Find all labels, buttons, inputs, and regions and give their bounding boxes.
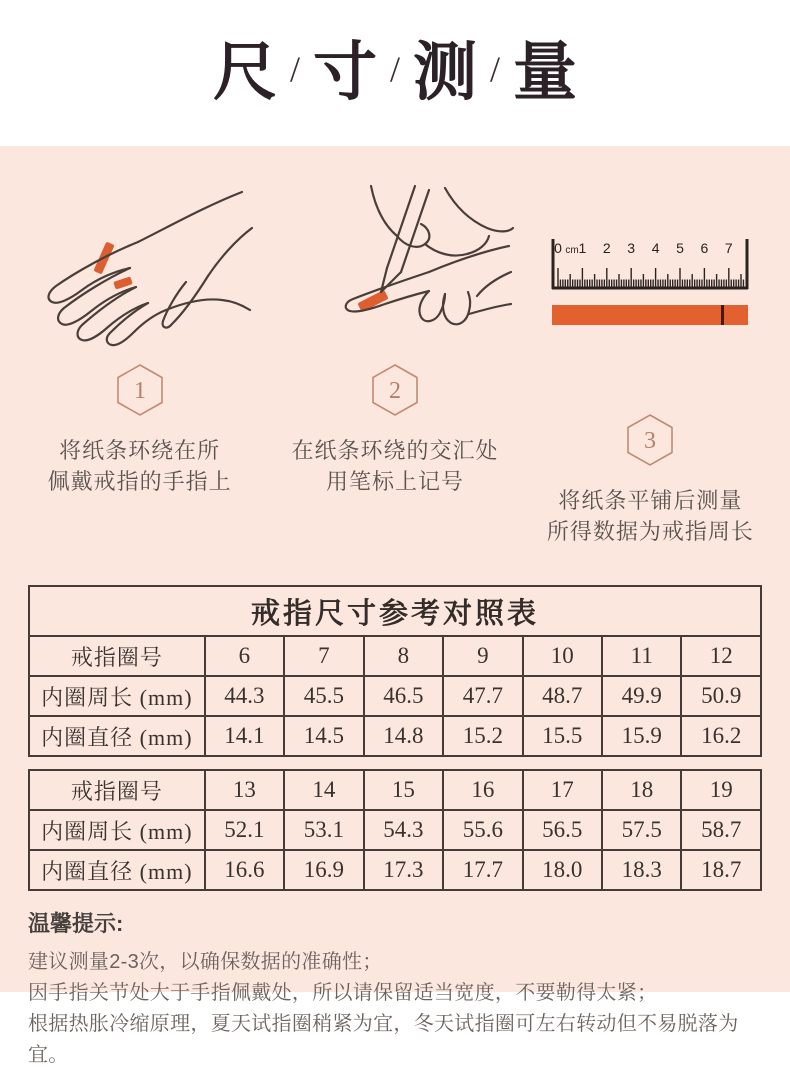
svg-text:cm: cm [565, 245, 579, 256]
caption-line: 用笔标上记号 [325, 469, 464, 494]
table-cell: 56.5 [523, 810, 602, 850]
table-cell: 17.7 [443, 850, 522, 890]
table-cell: 9 [443, 636, 522, 676]
table-cell: 45.5 [284, 676, 363, 716]
table-cell: 58.7 [681, 810, 761, 850]
row-label-diameter: 内圈直径 (mm) [29, 850, 205, 890]
ruler-ticks [558, 268, 743, 288]
row-label-diameter: 内圈直径 (mm) [29, 716, 205, 756]
pen [387, 186, 415, 268]
table-cell: 18.3 [602, 850, 681, 890]
table-cell: 18.7 [681, 850, 761, 890]
hands-pen-line-art [275, 184, 515, 356]
caption-line: 所得数据为戒指周长 [546, 519, 754, 544]
table-cell: 8 [364, 636, 443, 676]
step-number-badge [624, 412, 676, 468]
table-row [29, 716, 761, 756]
ruler-illustration [523, 234, 778, 406]
table-cell: 55.6 [443, 810, 522, 850]
table-cell: 13 [205, 770, 284, 810]
paper-strip [552, 305, 748, 325]
row-label-size: 戒指圈号 [29, 636, 205, 676]
ring-size-table-1 [28, 585, 762, 757]
ruler-svg [550, 234, 750, 292]
tips-section [28, 907, 762, 1071]
table-cell: 16.6 [205, 850, 284, 890]
svg-text:4: 4 [652, 240, 660, 256]
caption-line: 将纸条平铺后测量 [558, 488, 743, 513]
table-cell: 12 [681, 636, 761, 676]
step-number: 2 [388, 378, 401, 404]
table-title: 戒指尺寸参考对照表 [29, 586, 761, 636]
table-cell: 14.5 [284, 716, 363, 756]
tip-line: 建议测量2-3次，以确保数据的准确性； [28, 951, 383, 973]
caption-line: 佩戴戒指的手指上 [47, 469, 232, 494]
step-number: 1 [133, 378, 146, 404]
table-cell: 15.9 [602, 716, 681, 756]
table-title-row [29, 586, 761, 636]
svg-text:1: 1 [578, 240, 587, 256]
table-cell: 14.1 [205, 716, 284, 756]
svg-text:0: 0 [554, 240, 563, 256]
ring-size-table-2 [28, 769, 762, 891]
marking-with-pen-illustration [267, 184, 522, 356]
row-label-size: 戒指圈号 [29, 770, 205, 810]
table-gap [28, 757, 762, 769]
table-row [29, 770, 761, 810]
table-row [29, 636, 761, 676]
tip-line: 根据热胀冷缩原理，夏天试指圈稍紧为宜，冬天试指圈可左右转动但不易脱落为宜。 [28, 1013, 739, 1066]
svg-text:7: 7 [725, 240, 734, 256]
table-cell: 15.5 [523, 716, 602, 756]
caption-line: 在纸条环绕的交汇处 [291, 438, 499, 463]
slash-separator: / [389, 49, 400, 89]
size-reference-tables [28, 585, 762, 891]
strip-mark [721, 305, 724, 325]
svg-text:3: 3 [627, 240, 636, 256]
page-title [212, 37, 578, 108]
measurement-steps [0, 146, 790, 547]
table-cell: 7 [284, 636, 363, 676]
header [0, 0, 790, 146]
table-cell: 18.0 [523, 850, 602, 890]
table-cell: 19 [681, 770, 761, 810]
table-cell: 50.9 [681, 676, 761, 716]
step-number-badge [114, 362, 166, 418]
table-cell: 17.3 [364, 850, 443, 890]
table-row [29, 810, 761, 850]
svg-text:6: 6 [700, 240, 709, 256]
table-cell: 54.3 [364, 810, 443, 850]
hand-line-art [20, 184, 260, 356]
step-number: 3 [644, 428, 657, 454]
step-1 [12, 184, 267, 547]
table-cell: 46.5 [364, 676, 443, 716]
svg-text:5: 5 [676, 240, 685, 256]
table-row [29, 850, 761, 890]
table-cell: 10 [523, 636, 602, 676]
table-cell: 17 [523, 770, 602, 810]
step-caption [523, 485, 778, 547]
table-cell: 53.1 [284, 810, 363, 850]
table-cell: 16 [443, 770, 522, 810]
pen [401, 190, 429, 272]
table-row [29, 676, 761, 716]
table-cell: 44.3 [205, 676, 284, 716]
paper-strip-segment [113, 276, 133, 289]
table-cell: 15 [364, 770, 443, 810]
ruler-numbers [554, 240, 733, 256]
title-char: 测 [413, 37, 477, 108]
step-caption [267, 435, 522, 497]
slash-separator: / [490, 49, 501, 89]
table-cell: 16.9 [284, 850, 363, 890]
step-3 [523, 184, 778, 547]
step-number-badge [369, 362, 421, 418]
table-cell: 57.5 [602, 810, 681, 850]
row-label-circumference: 内圈周长 (mm) [29, 810, 205, 850]
title-char: 量 [513, 37, 578, 108]
tips-title: 温馨提示: [28, 911, 124, 936]
row-label-circumference: 内圈周长 (mm) [29, 676, 205, 716]
table-cell: 15.2 [443, 716, 522, 756]
tip-line: 因手指关节处大于手指佩戴处，所以请保留适当宽度，不要勒得太紧； [28, 982, 658, 1004]
step-2 [267, 184, 522, 547]
pen-tip [381, 268, 401, 292]
title-char: 尺 [212, 37, 277, 108]
table-cell: 11 [602, 636, 681, 676]
table-cell: 47.7 [443, 676, 522, 716]
title-char: 寸 [312, 37, 377, 108]
caption-line: 将纸条环绕在所 [59, 438, 221, 463]
table-cell: 6 [205, 636, 284, 676]
hand-with-strip-illustration [12, 184, 267, 356]
svg-text:2: 2 [603, 240, 612, 256]
table-cell: 16.2 [681, 716, 761, 756]
table-cell: 48.7 [523, 676, 602, 716]
table-cell: 52.1 [205, 810, 284, 850]
slash-separator: / [289, 49, 300, 89]
table-cell: 18 [602, 770, 681, 810]
table-cell: 49.9 [602, 676, 681, 716]
table-cell: 14 [284, 770, 363, 810]
table-cell: 14.8 [364, 716, 443, 756]
step-caption [12, 435, 267, 497]
